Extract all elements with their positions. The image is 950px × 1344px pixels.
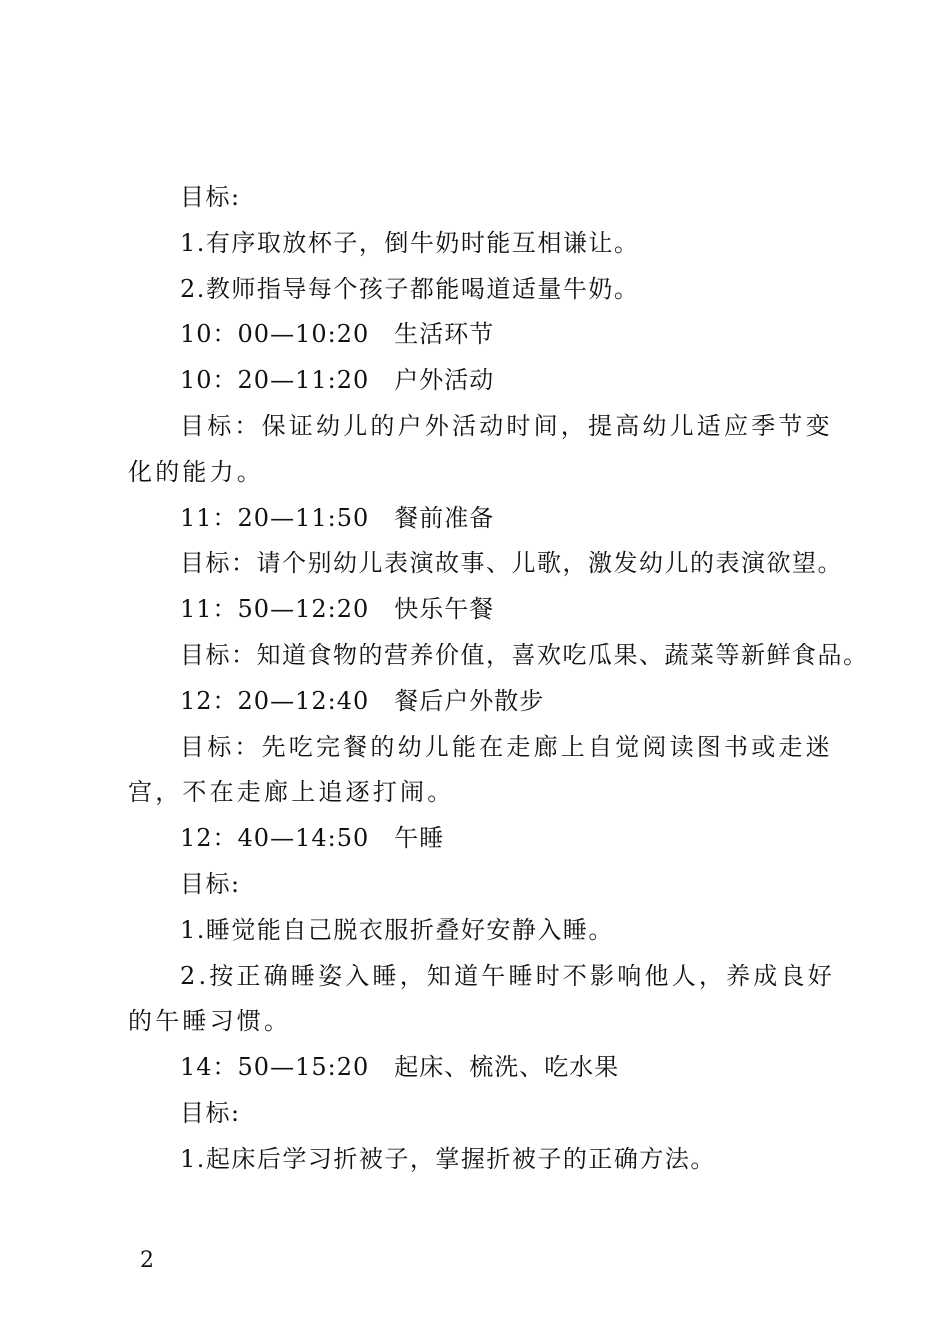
goal-heading: 目标: (180, 869, 241, 898)
schedule-entry: 10：20—11:20 户外活动 (180, 366, 495, 395)
schedule-entry: 10：00—10:20 生活环节 (180, 320, 495, 349)
schedule-entry: 14：50—15:20 起床、梳洗、吃水果 (180, 1053, 620, 1082)
schedule-entry: 11：50—12:20 快乐午餐 (180, 595, 495, 624)
goal-paragraph: 目标：先吃完餐的幼儿能在走廊上自觉阅读图书或走迷宫，不在走廊上追逐打闹。 (128, 732, 833, 807)
goal-item: 1.有序取放杯子，倒牛奶时能互相谦让。 (180, 228, 640, 257)
goal-paragraph: 目标：保证幼儿的户外活动时间，提高幼儿适应季节变化的能力。 (128, 411, 833, 486)
schedule-entry: 11：20—11:50 餐前准备 (180, 503, 495, 532)
document-body (128, 175, 869, 1183)
schedule-entry: 12：40—14:50 午睡 (180, 824, 445, 853)
page-number: 2 (140, 1248, 154, 1273)
goal-item: 1.起床后学习折被子，掌握折被子的正确方法。 (180, 1144, 716, 1173)
goal-item: 1.睡觉能自己脱衣服折叠好安静入睡。 (180, 915, 614, 944)
goal-item: 2.按正确睡姿入睡，知道午睡时不影响他人，养成良好的午睡习惯。 (128, 961, 835, 1036)
goal-paragraph: 目标：知道食物的营养价值，喜欢吃瓜果、蔬菜等新鲜食品。 (180, 640, 869, 669)
goal-paragraph: 目标：请个别幼儿表演故事、儿歌，激发幼儿的表演欲望。 (180, 549, 843, 578)
goal-item: 2.教师指导每个孩子都能喝道适量牛奶。 (180, 274, 640, 303)
goal-heading: 目标: (180, 1098, 241, 1127)
schedule-entry: 12：20—12:40 餐后户外散步 (180, 686, 545, 715)
goal-heading: 目标: (180, 183, 241, 211)
